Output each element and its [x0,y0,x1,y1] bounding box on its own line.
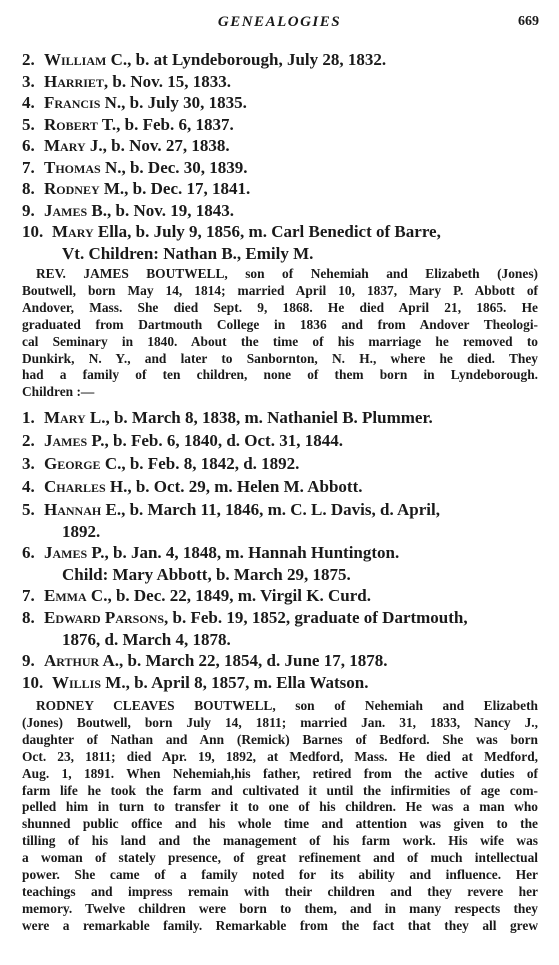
list-item-continuation: 1892. [62,521,101,541]
running-title: GENEALOGIES [217,14,342,30]
biography-paragraph: REV. JAMES BOUTWELL, son of Nehemiah and Elizabeth (Jones) Boutwell, born May 14, 1814; married April 10, 1837, Mary P. Abbott of Andover, Mass. She died Sept. 9, 1868. He died April 21, 1865. He graduated from Dartmouth College in 1836 and from Andover Theologi- cal Seminary in 1840. About the time of his marriage he removed to Dunkirk, N. Y., and later to Sanbornton, N. H., where he died. They had a family of ten children, none of them born in Lyndeborough. Children :— [22,266,538,400]
list-item: 4. Francis N., b. July 30, 1835. [22,93,247,112]
list-item: 5. Robert T., b. Feb. 6, 1837. [22,114,234,134]
child-name: George [44,454,101,473]
child-name: Harriet [44,71,104,91]
list-item: 9. James B., b. Nov. 19, 1843. [22,200,235,220]
list-item-continuation: Child: Mary Abbott, b. March 29, 1875. [62,564,351,584]
list-item: 4. Charles H., b. Oct. 29, m. Helen M. Abbott. [22,477,363,496]
list-item: 8. Edward Parsons, b. Feb. 19, 1852, graduate of Dartmouth, 1876, d. March 4, 1878. [22,607,538,650]
list-item: 2. William C., b. at Lyndeborough, July 28, 1832. [22,50,387,69]
child-name: Emma [44,586,87,605]
child-name: Hannah [44,500,102,519]
child-name: Robert [44,114,98,134]
list-item: 8. Rodney M., b. Dec. 17, 1841. [22,179,251,198]
child-name: Mary [44,408,86,427]
child-name: Francis [44,93,101,112]
child-name: James [44,200,88,220]
list-item: 10. Willis M., b. April 8, 1857, m. Ella Watson. [22,673,369,692]
list-item: 10. Mary Ella, b. July 9, 1856, m. Carl Benedict of Barre, Vt. Children: Nathan B., Emily M. [22,221,538,264]
child-name: William [44,50,107,69]
list-item: 1. Mary L., b. March 8, 1838, m. Nathaniel B. Plummer. [22,408,433,427]
biography-paragraph: RODNEY CLEAVES BOUTWELL, son of Nehemiah and Elizabeth (Jones) Boutwell, born July 14, 1811; married Jan. 31, 1833, Nancy J., daughter of Nathan and Ann (Remick) Barnes of Bedford. She was born Oct. 23, 1811; died Apr. 19, 1892, at Medford, Mass. He died at Medford, Aug. 1, 1891. When Nehemiah,his father, retired from the active duties of farm life he took the farm and cultivated it until the infirmities of age com- pelled him in turn to transfer it to one of his children. He was a man who shunned public office and his whole time and attention was given to the tilling of his land and the management of his farm work. His wife was a woman of stately presence, of great refinement and of much intellectual power. She came of a family noted for its ability and influence. Her teachings and impress remain with their children and they revere her memory. Twelve children were born to them, and in many respects they were a remarkable family. Remarkable from the fact that they all grew [22,698,538,933]
child-name: Willis [52,673,102,692]
list-item: 3. Harriet, b. Nov. 15, 1833. [22,71,231,91]
child-name: Arthur [44,651,100,670]
list-item: 7. Thomas N., b. Dec. 30, 1839. [22,157,248,177]
list-item-continuation: Vt. Children: Nathan B., Emily M. [62,243,314,263]
list-item: 6. James P., b. Jan. 4, 1848, m. Hannah Huntington. Child: Mary Abbott, b. March 29, 1875. [22,542,538,585]
child-name: Edward Parsons [44,608,164,627]
child-name: Charles [44,477,106,496]
child-name: Rodney [44,179,100,198]
page-number: 669 [518,14,539,29]
list-item: 7. Emma C., b. Dec. 22, 1849, m. Virgil K. Curd. [22,586,371,605]
child-name: Thomas [44,157,101,177]
child-name: Mary [52,222,94,241]
page-header [0,14,559,36]
list-item: 9. Arthur A., b. March 22, 1854, d. June 17, 1878. [22,651,388,670]
child-name: Mary [44,136,86,155]
list-item: 6. Mary J., b. Nov. 27, 1838. [22,136,230,155]
list-item: 2. James P., b. Feb. 6, 1840, d. Oct. 31, 1844. [22,431,343,450]
list-item: 3. George C., b. Feb. 8, 1842, d. 1892. [22,454,300,473]
child-name: James [44,431,88,450]
list-item-continuation: 1876, d. March 4, 1878. [62,629,231,649]
list-item: 5. Hannah E., b. March 11, 1846, m. C. L. Davis, d. April, 1892. [22,499,538,542]
child-name: James [44,543,88,562]
